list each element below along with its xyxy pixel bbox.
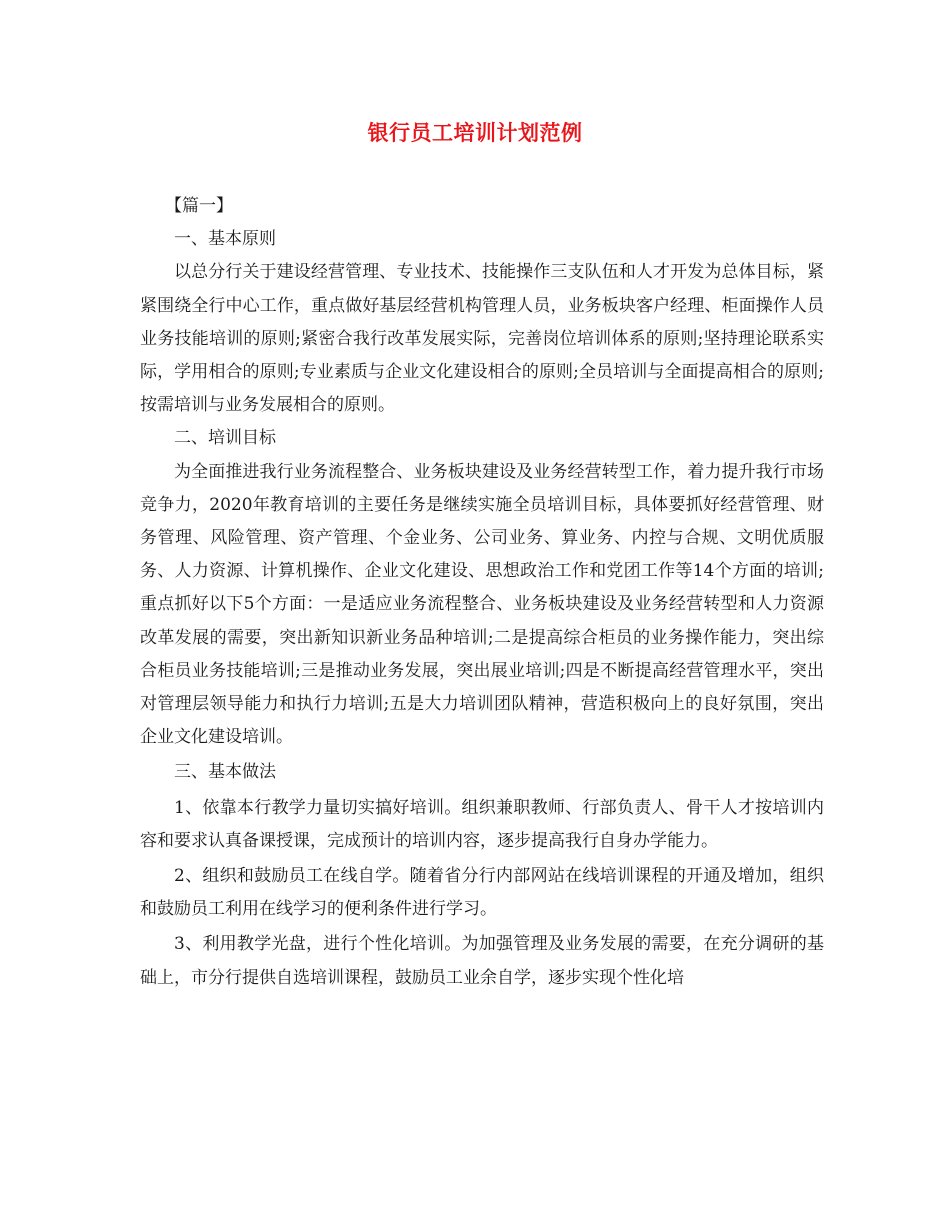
section-item-2: 2、组织和鼓励员工在线自学。随着省分行内部网站在线培训课程的开通及增加，组织和鼓励员工利用在线学习的便利条件进行学习。 <box>140 866 824 920</box>
section-heading-1: 一、基本原则 <box>174 229 276 250</box>
section-heading-3: 三、基本做法 <box>174 762 276 783</box>
section-body-2: 为全面推进我行业务流程整合、业务板块建设及业务经营转型工作，着力提升我行市场竞争力，2020年教育培训的主要任务是继续实施全员培训目标，具体要抓好经营管理、财务管理、风险管理、资产管理、个金业务、公司业务、算业务、内控与合规、文明优质服务、人力资源、计算机操作、企业文化建设、思想政治工作和党团工作等14个方面的培训;重点抓好以下5个方面：一是适应业务流程整合、业务板块建设及业务经营转型和人力资源改革发展的需要，突出新知识新业务品种培训;二是提高综合柜员的业务操作能力，突出综合柜员业务技能培训;三是推动业务发展，突出展业培训;四是不断提高经营管理水平，突出对管理层领导能力和执行力培训;五是大力培训团队精神，营造积极向上的良好氛围，突出企业文化建设培训。 <box>140 461 824 748</box>
document-title: 银行员工培训计划范例 <box>367 120 583 145</box>
section-heading-2: 二、培训目标 <box>174 428 276 449</box>
section-item-1: 1、依靠本行教学力量切实搞好培训。组织兼职教师、行部负责人、骨干人才按培训内容和要求认真备课授课，完成预计的培训内容，逐步提高我行自身办学能力。 <box>140 797 824 851</box>
section-item-3: 3、利用教学光盘，进行个性化培训。为加强管理及业务发展的需要，在充分调研的基础上，市分行提供自选培训课程，鼓励员工业余自学，逐步实现个性化培 <box>140 934 824 988</box>
section-marker: 【篇一】 <box>165 196 233 216</box>
document-body <box>140 190 824 995</box>
section-body-1: 以总分行关于建设经营管理、专业技术、技能操作三支队伍和人才开发为总体目标，紧紧围绕全行中心工作，重点做好基层经营机构管理人员，业务板块客户经理、柜面操作人员业务技能培训的原则;紧密合我行改革发展实际，完善岗位培训体系的原则;坚持理论联系实际，学用相合的原则;专业素质与企业文化建设相合的原则;全员培训与全面提高相合的原则;按需培训与业务发展相合的原则。 <box>140 262 824 416</box>
